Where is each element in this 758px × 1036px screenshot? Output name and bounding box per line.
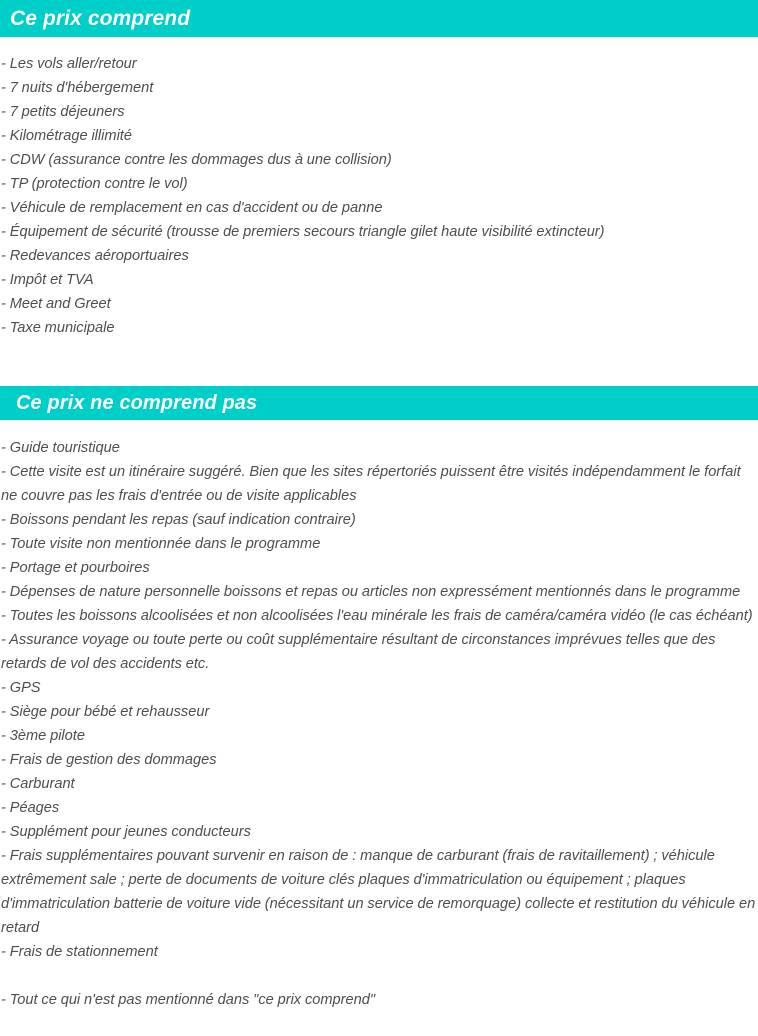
list-item: - GPS (1, 680, 41, 696)
section-header-included: Ce prix comprend (0, 0, 758, 37)
list-item: - Les vols aller/retour (1, 56, 137, 72)
list-item: - Péages (1, 800, 60, 816)
list-item: - TP (protection contre le vol) (1, 176, 188, 192)
list-item: - Assurance voyage ou toute perte ou coût supplémentaire résultant de circonstances imprévues telles que des retards de vol des accidents etc. (1, 632, 716, 672)
list-item-blank (0, 964, 758, 988)
list-item: - Portage et pourboires (1, 560, 150, 576)
list-item: - Tout ce qui n'est pas mentionné dans "ce prix comprend" (1, 992, 376, 1008)
list-item: - Frais supplémentaires pouvant survenir en raison de : manque de carburant (frais de ravitaillement) ; véhicule extrêmement sale ; perte de documents de voiture clés plaques d'immatriculation ou équipement ; plaques d'immatriculation batterie de voiture vide (nécessitant un service de remorquage) collecte et restitution du véhicule en retard (1, 848, 756, 936)
section-header-not-included: Ce prix ne comprend pas (0, 386, 758, 420)
list-item: - Supplément pour jeunes conducteurs (1, 824, 251, 840)
list-item: - Meet and Greet (1, 296, 111, 312)
list-item: - Frais de gestion des dommages (1, 752, 217, 768)
spacer-between-sections (0, 340, 758, 386)
list-item: - Siège pour bébé et rehausseur (1, 704, 210, 720)
not-included-list (0, 436, 758, 1012)
section-body-not-included (0, 436, 758, 1012)
list-item: - Guide touristique (1, 440, 120, 456)
list-item: - 7 nuits d'hébergement (1, 80, 154, 96)
list-item: - Impôt et TVA (1, 272, 94, 288)
list-item: - Toute visite non mentionnée dans le programme (1, 536, 321, 552)
list-item: - Taxe municipale (1, 320, 115, 336)
list-item: - 3ème pilote (1, 728, 85, 744)
list-item: - Équipement de sécurité (trousse de premiers secours triangle gilet haute visibilité extincteur) (1, 224, 605, 240)
list-item: - Kilométrage illimité (1, 128, 132, 144)
list-item: - Carburant (1, 776, 75, 792)
spacer-top (0, 37, 758, 52)
list-item: - Toutes les boissons alcoolisées et non alcoolisées l'eau minérale les frais de caméra/caméra vidéo (le cas échéant) (1, 608, 753, 624)
list-item: - Boissons pendant les repas (sauf indication contraire) (1, 512, 356, 528)
list-item: - Cette visite est un itinéraire suggéré. Bien que les sites répertoriés puissent être visités indépendamment le forfait ne couvre pas les frais d'entrée ou de visite applicables (1, 464, 741, 504)
list-item: - Frais de stationnement (1, 944, 158, 960)
list-item: - CDW (assurance contre les dommages dus à une collision) (1, 152, 392, 168)
list-item: - Redevances aéroportuaires (1, 248, 189, 264)
list-item: - 7 petits déjeuners (1, 104, 125, 120)
section-body-included (0, 52, 758, 340)
included-list (0, 52, 758, 340)
list-item: - Véhicule de remplacement en cas d'accident ou de panne (1, 200, 383, 216)
spacer-mid (0, 420, 758, 436)
list-item: - Dépenses de nature personnelle boissons et repas ou articles non expressément mentionnés dans le programme (1, 584, 741, 600)
